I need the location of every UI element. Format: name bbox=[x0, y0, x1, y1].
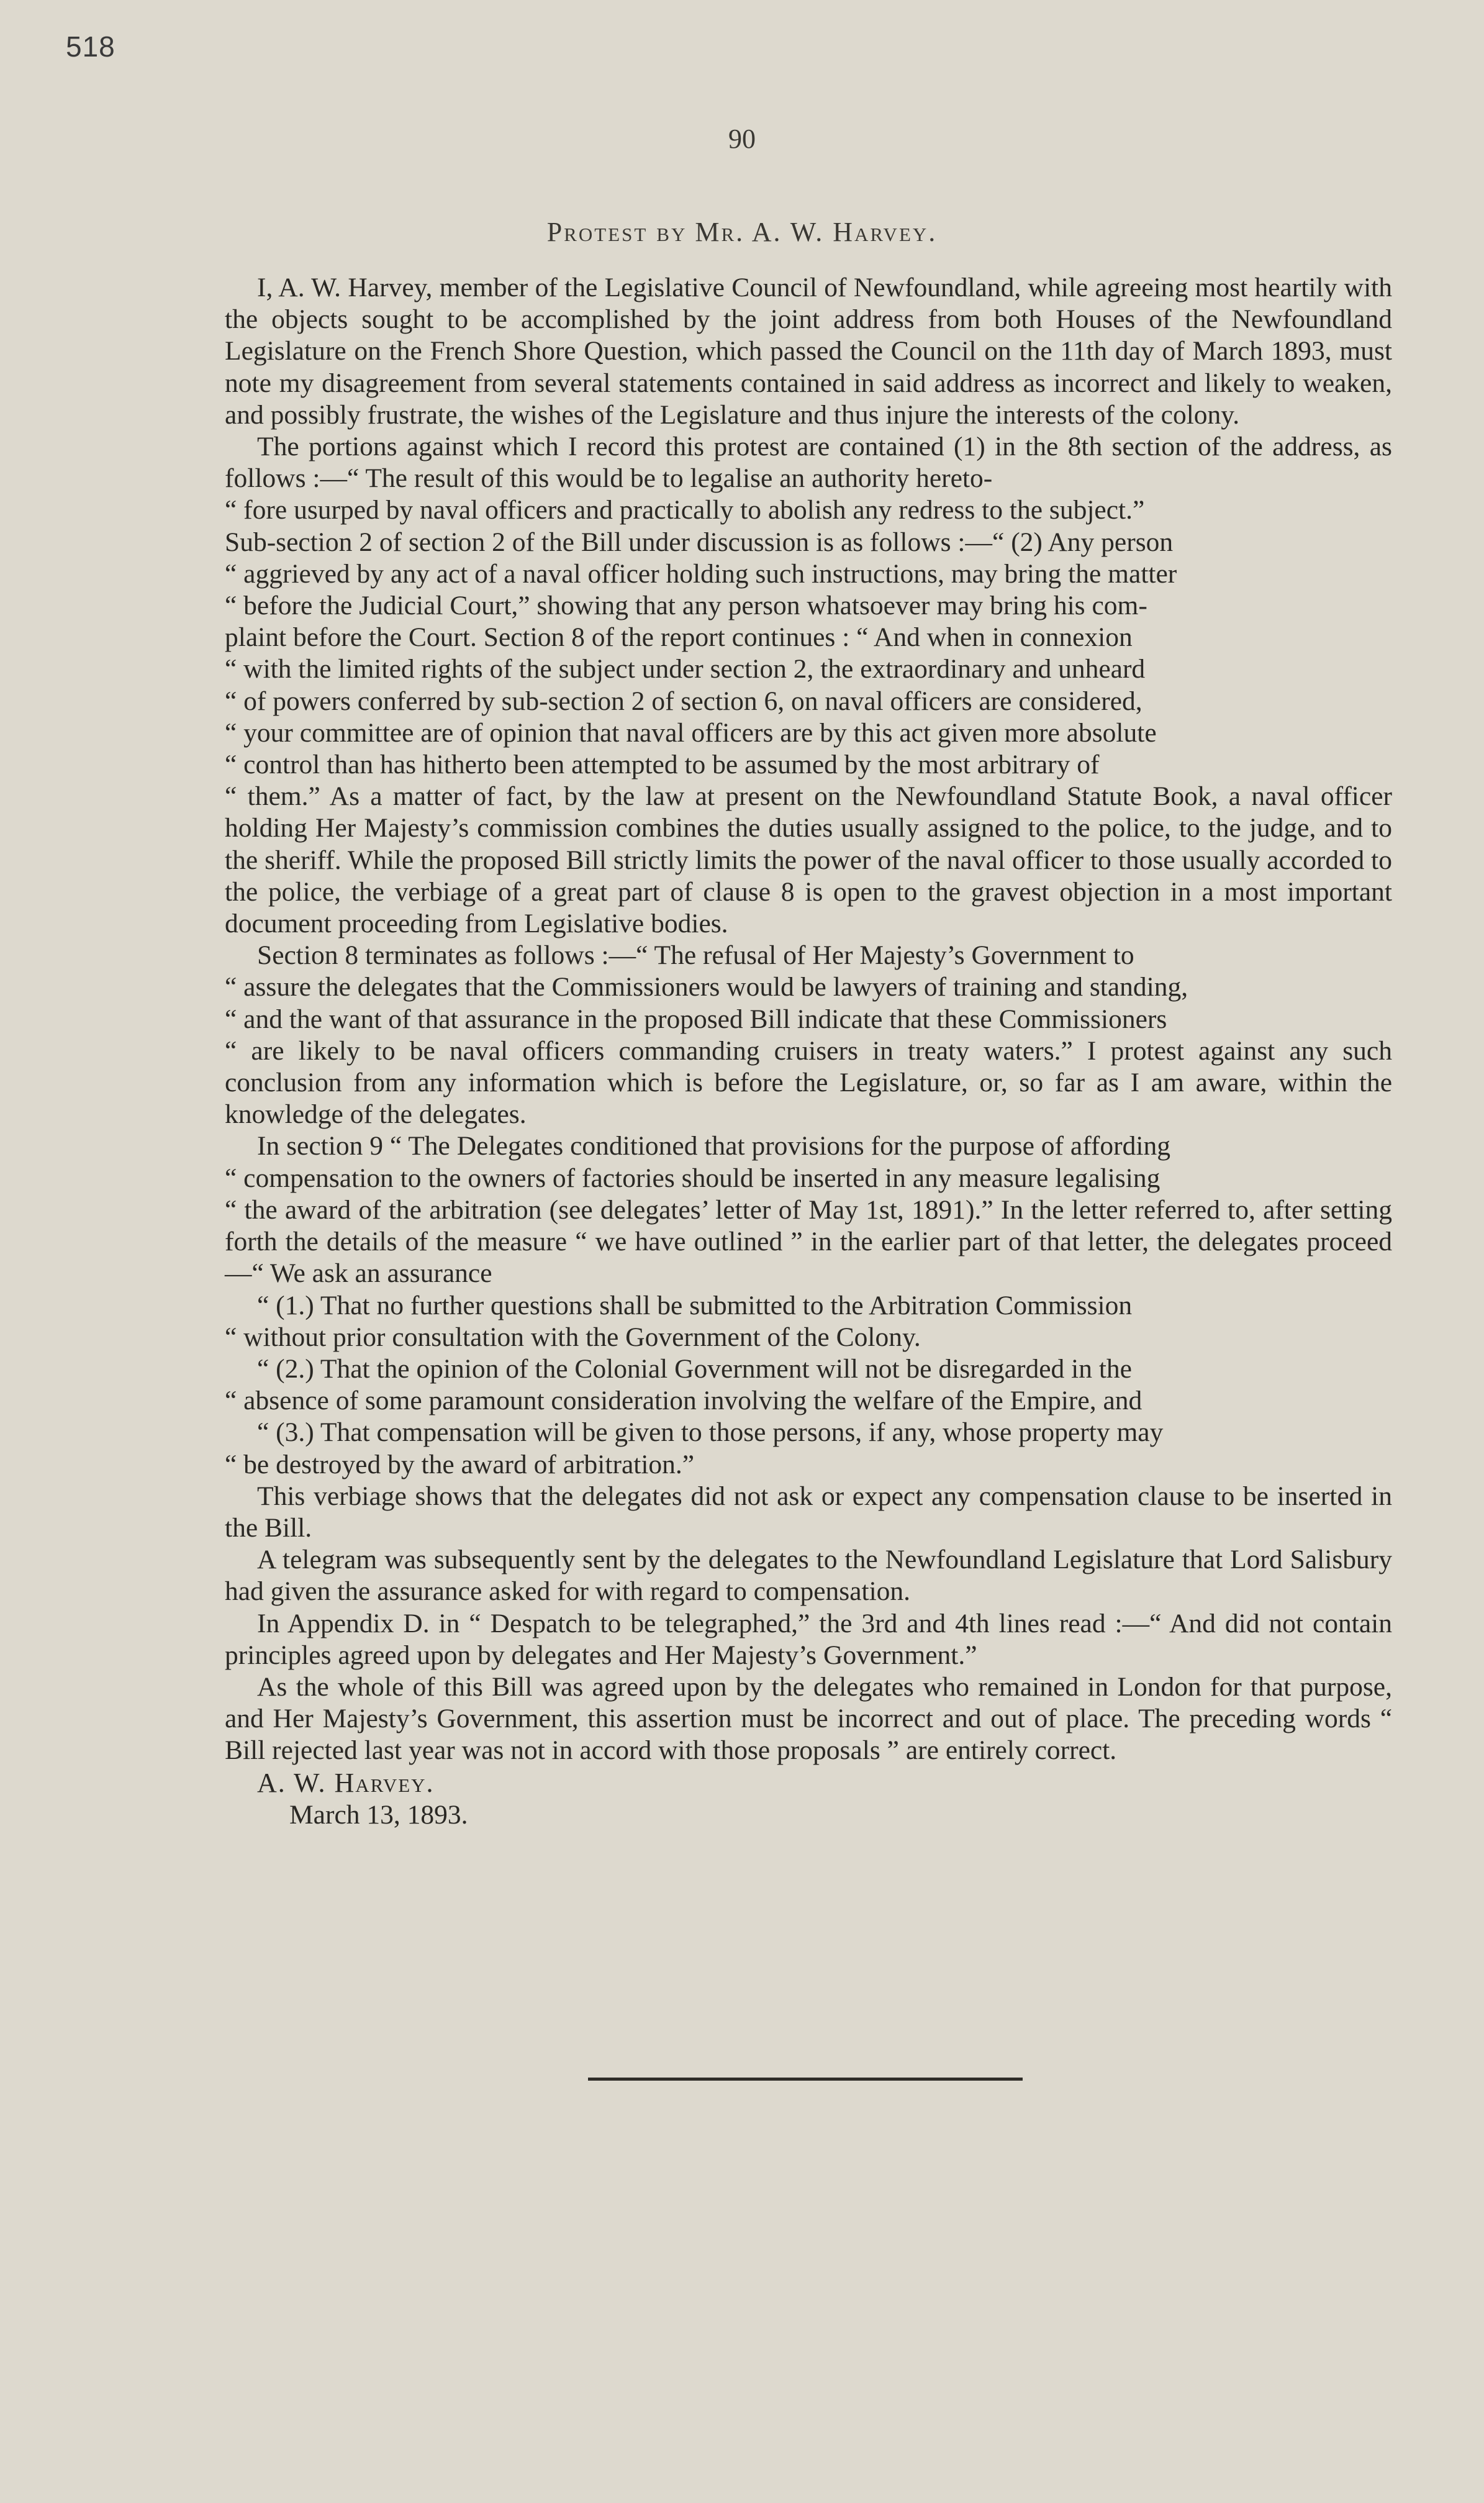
quote-line: “ compensation to the owners of factories should be inserted in any measure legalising bbox=[225, 1163, 1161, 1193]
paragraph: As the whole of this Bill was agreed upon by the delegates who remained in London for that purpose, and Her Majesty’s Government, this assertion must be incorrect and out of place. The preceding words “ Bill rejected last year was not in accord with those proposals ” are entirely correct. bbox=[225, 1671, 1392, 1766]
paragraph: A telegram was subsequently sent by the delegates to the Newfoundland Legislature that Lord Salisbury had given the assurance asked for with regard to compensation. bbox=[225, 1545, 1392, 1607]
page-number-inner: 90 bbox=[728, 124, 756, 154]
signature-name: A. W. Harvey. bbox=[257, 1767, 435, 1798]
signature bbox=[225, 1767, 1392, 1799]
title-name: Mr. A. W. Harvey. bbox=[695, 217, 938, 247]
quote-line: “ them.” As a matter of fact, by the law at present on the Newfoundland Statute Book, a naval officer holding Her Majesty’s commission combines the duties usually assigned to the police, to the judge, and to the sheriff. While the proposed Bill strictly limits the power of the naval officer to those usually accorded to the police, the verbiage of a great part of clause 8 is open to the gravest objection in a most important document proceeding from Legislative bodies. bbox=[225, 781, 1392, 939]
quote-line: “ your committee are of opinion that naval officers are by this act given more absolute bbox=[225, 717, 1157, 748]
quote-line: “ assure the delegates that the Commissioners would be lawyers of training and standing, bbox=[225, 972, 1188, 1002]
quote-line: “ absence of some paramount consideration involving the welfare of the Empire, and bbox=[225, 1386, 1142, 1416]
quote-line: “ the award of the arbitration (see delegates’ letter of May 1st, 1891).” In the letter referred to, after setting forth the details of the measure “ we have outlined ” in the earlier part of that letter, the delegates proceed—“ We ask an assurance bbox=[225, 1194, 1392, 1289]
paragraph: This verbiage shows that the delegates did not ask or expect any compensation clause to be inserted in the Bill. bbox=[225, 1481, 1392, 1543]
paragraph: The portions against which I record this protest are contained (1) in the 8th section of the address, as follows :—“ The result of this would be to legalise an authority hereto- bbox=[225, 432, 1392, 494]
quote-line: “ (3.) That compensation will be given to those persons, if any, whose property may bbox=[257, 1417, 1164, 1448]
closing-rule bbox=[588, 2078, 1023, 2081]
paragraph-line: plaint before the Court. Section 8 of the report continues : “ And when in connexion bbox=[225, 622, 1133, 653]
quote-line: “ without prior consultation with the Government of the Colony. bbox=[225, 1322, 921, 1352]
paragraph: Section 8 terminates as follows :—“ The refusal of Her Majesty’s Government to bbox=[257, 940, 1134, 971]
quote-line: “ aggrieved by any act of a naval officer holding such instructions, may bring the matter bbox=[225, 558, 1177, 589]
paragraph: In Appendix D. in “ Despatch to be telegraphed,” the 3rd and 4th lines read :—“ And did not contain principles agreed upon by delegates and Her Majesty’s Government.” bbox=[225, 1608, 1392, 1670]
quote-line: “ fore usurped by naval officers and practically to abolish any redress to the subject.” bbox=[225, 495, 1145, 525]
quote-line: “ and the want of that assurance in the proposed Bill indicate that these Commissioners bbox=[225, 1004, 1167, 1034]
page-number-outer: 518 bbox=[66, 30, 115, 63]
quote-line: “ be destroyed by the award of arbitration.” bbox=[225, 1449, 695, 1479]
date: March 13, 1893. bbox=[289, 1799, 468, 1830]
quote-line: “ are likely to be naval officers commanding cruisers in treaty waters.” I protest against any such conclusion from any information which is before the Legislature, or, so far as I am aware, within the knowledge of the delegates. bbox=[225, 1035, 1392, 1130]
quote-line: “ of powers conferred by sub-section 2 of section 6, on naval officers are considered, bbox=[225, 686, 1142, 716]
quote-line: “ control than has hitherto been attempted to be assumed by the most arbitrary of bbox=[225, 750, 1100, 780]
paragraph: In section 9 “ The Delegates conditioned that provisions for the purpose of affording bbox=[257, 1131, 1170, 1161]
title-prefix: Protest by bbox=[546, 217, 687, 247]
paragraph-line: Sub-section 2 of section 2 of the Bill under discussion is as follows :—“ (2) Any person bbox=[225, 527, 1174, 557]
quote-line: “ before the Judicial Court,” showing that any person whatsoever may bring his com- bbox=[225, 591, 1147, 621]
document-title bbox=[0, 216, 1484, 248]
quote-line: “ (2.) That the opinion of the Colonial Government will not be disregarded in the bbox=[257, 1353, 1132, 1384]
paragraph: I, A. W. Harvey, member of the Legislative Council of Newfoundland, while agreeing most heartily with the objects sought to be accomplished by the joint address from both Houses of the Newfoundland Legislature on the French Shore Question, which passed the Council on the 11th day of March 1893, must note my disagreement from several statements contained in said address as incorrect and likely to weaken, and possibly frustrate, the wishes of the Legislature and thus injure the interests of the colony. bbox=[225, 273, 1392, 430]
quote-line: “ (1.) That no further questions shall be submitted to the Arbitration Commission bbox=[257, 1290, 1133, 1320]
body-text bbox=[225, 272, 1392, 1831]
quote-line: “ with the limited rights of the subject under section 2, the extraordinary and unheard bbox=[225, 654, 1146, 684]
